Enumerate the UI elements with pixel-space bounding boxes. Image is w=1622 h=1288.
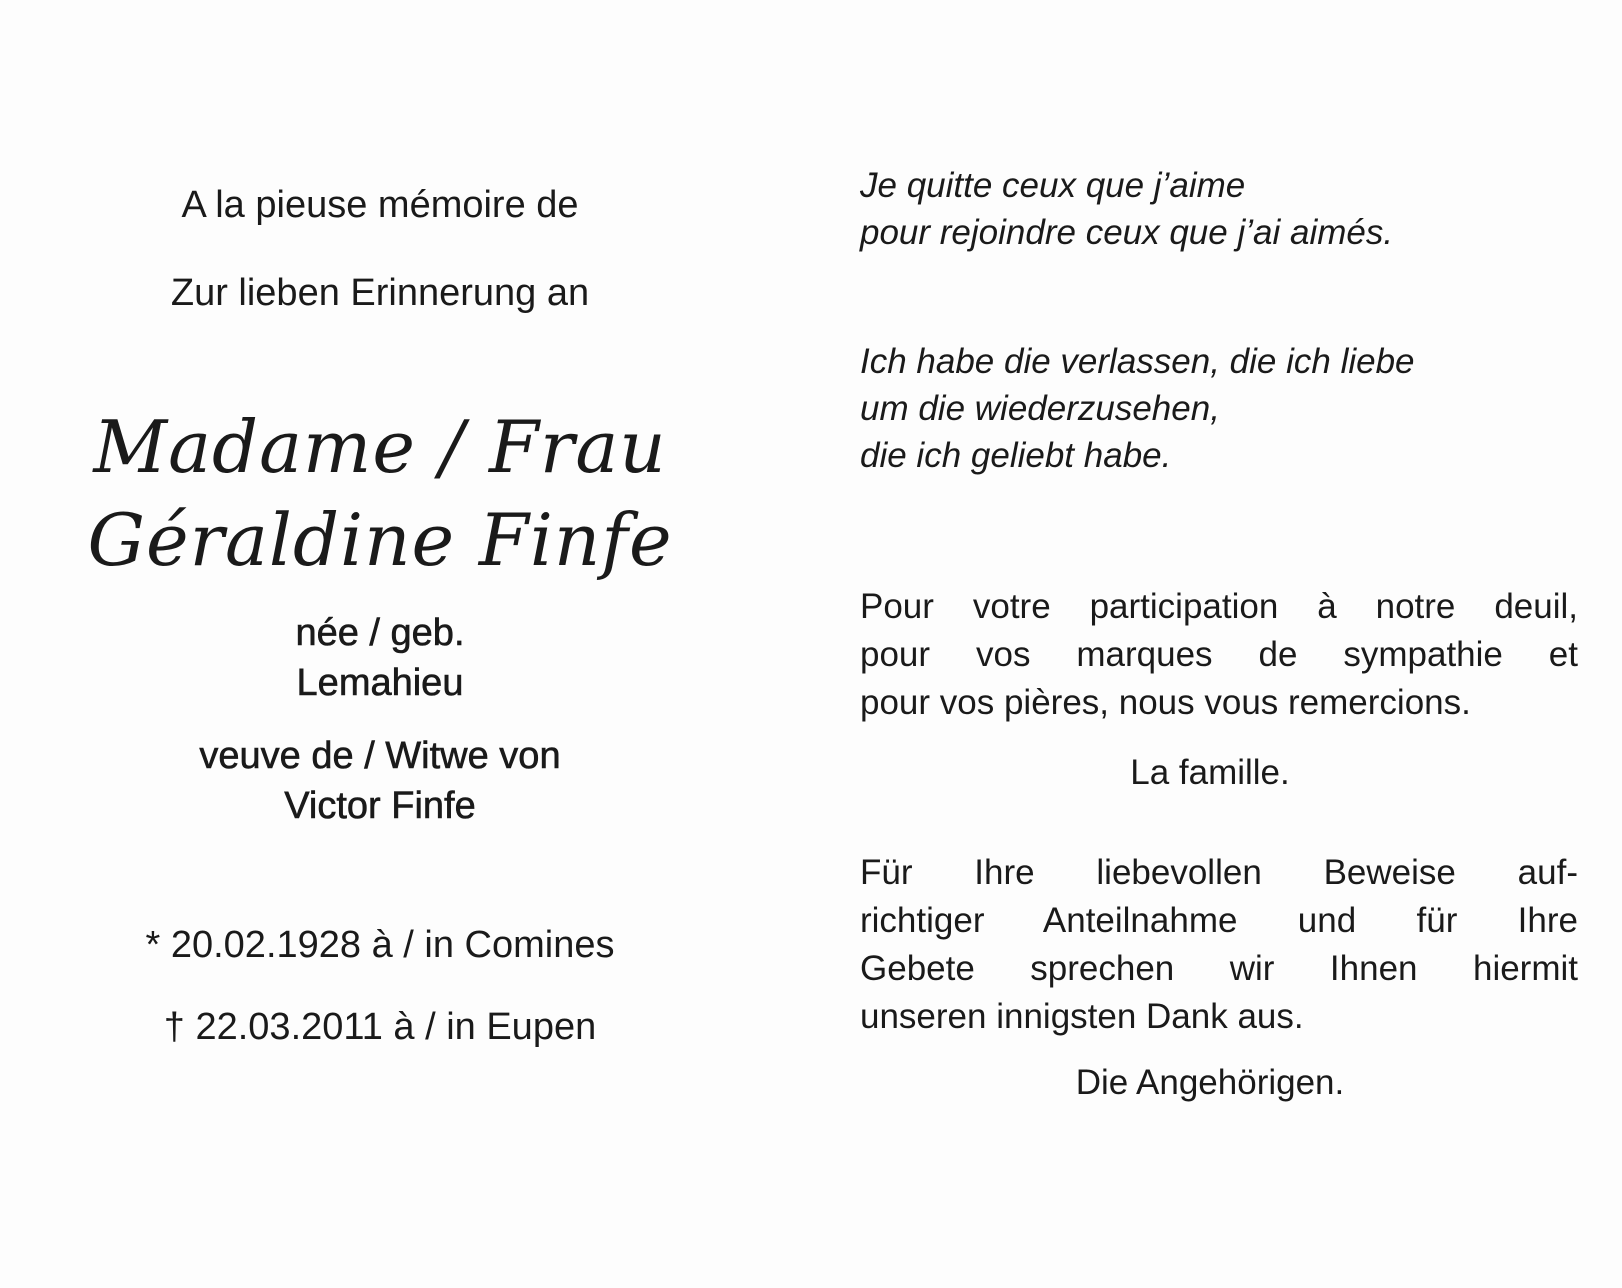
- verse-line: Ich habe die verlassen, die ich liebe: [860, 342, 1415, 381]
- maiden-name: Lemahieu: [296, 662, 464, 704]
- paragraph-line: Gebete sprechen wir Ihnen hiermit: [860, 949, 1578, 988]
- name-title: Madame / Frau: [93, 405, 667, 489]
- signature-french: La famille.: [1130, 753, 1290, 792]
- paragraph-line: richtiger Anteilnahme und für Ihre: [860, 901, 1578, 940]
- born-label: née / geb.: [295, 612, 465, 654]
- verse-french: [860, 162, 1580, 256]
- intro-german: Zur lieben Erinnerung an: [170, 272, 590, 314]
- death-date: † 22.03.2011 à / in Eupen: [163, 1006, 597, 1048]
- thanks-french: [860, 583, 1578, 727]
- widow-label: veuve de / Witwe von: [199, 735, 561, 777]
- intro-french: A la pieuse mémoire de: [181, 184, 579, 226]
- thanks-german: [860, 849, 1578, 1041]
- verse-german: [860, 338, 1580, 479]
- husband-name: Victor Finfe: [284, 785, 476, 827]
- birth-date: * 20.02.1928 à / in Comines: [145, 924, 615, 966]
- verse-line: die ich geliebt habe.: [860, 436, 1172, 475]
- paragraph-line: pour vos pières, nous vous remercions.: [860, 683, 1471, 722]
- paragraph-line: Pour votre participation à notre deuil,: [860, 587, 1578, 626]
- verse-line: um die wiederzusehen,: [860, 389, 1220, 428]
- paragraph-line: unseren innigsten Dank aus.: [860, 997, 1304, 1036]
- verse-line: pour rejoindre ceux que j’ai aimés.: [860, 213, 1394, 252]
- signature-german: Die Angehörigen.: [1075, 1063, 1345, 1102]
- paragraph-line: Für Ihre liebevollen Beweise auf-: [860, 853, 1578, 892]
- deceased-name: Géraldine Finfe: [87, 498, 673, 582]
- paragraph-line: pour vos marques de sympathie et: [860, 635, 1578, 674]
- verse-line: Je quitte ceux que j’aime: [860, 166, 1246, 205]
